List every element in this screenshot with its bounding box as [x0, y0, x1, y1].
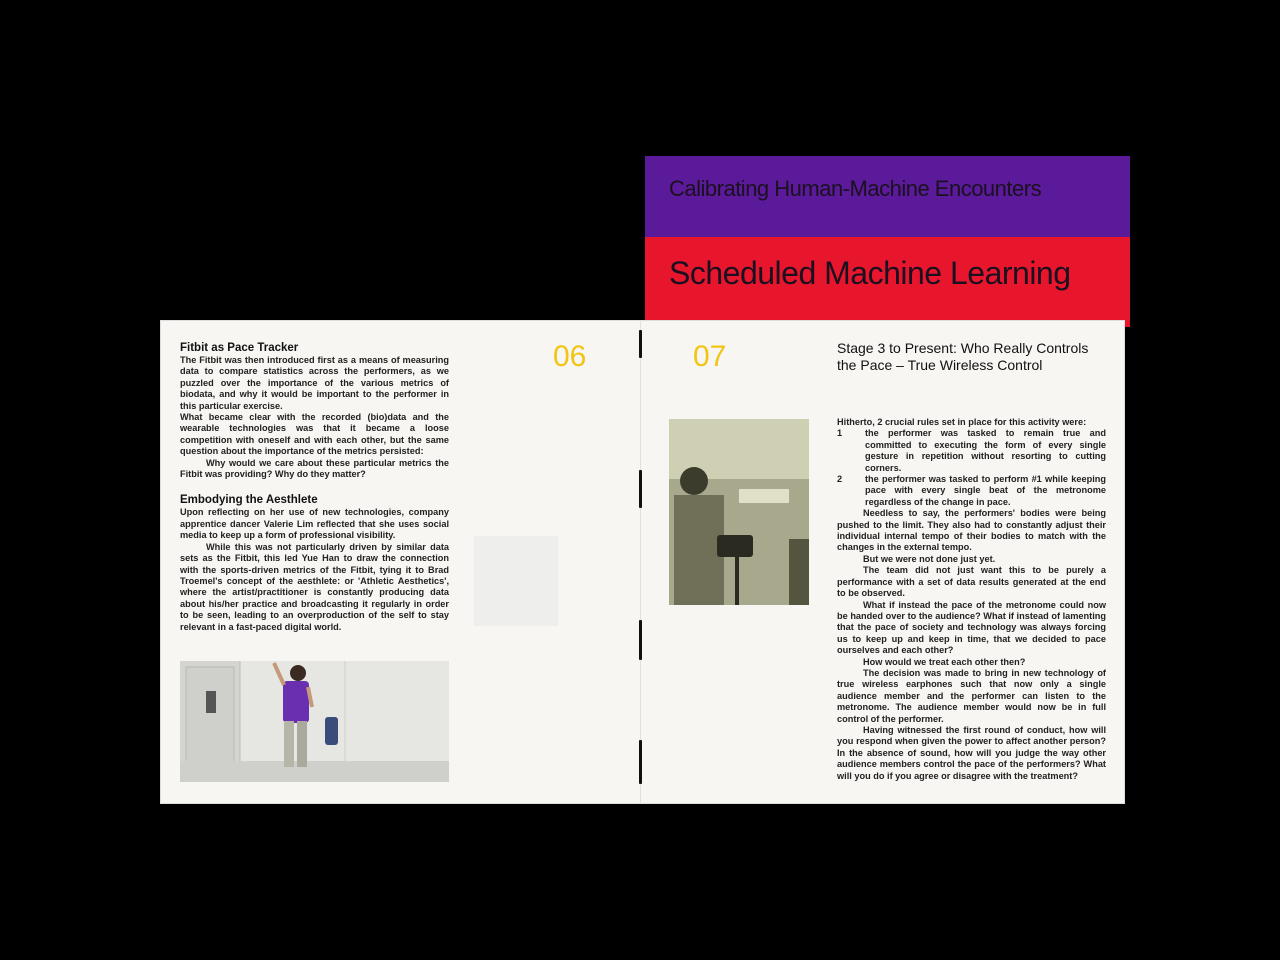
rule-text: the performer was tasked to remain true and committed to executing the form of every single gesture in repetition without resorting to cutting corners.	[865, 428, 1106, 473]
paragraph: How would we treat each other then?	[863, 656, 1026, 667]
rule-number: 2	[837, 474, 843, 485]
purple-cover-booklet	[645, 156, 1130, 242]
page-number-left: 06	[553, 340, 587, 373]
rule-item	[837, 474, 1106, 508]
stitch-mark	[639, 330, 642, 358]
page-number-right: 07	[693, 340, 727, 373]
open-booklet-spread	[160, 320, 1125, 804]
rule-item	[837, 428, 1106, 474]
rule-number: 1	[837, 428, 843, 439]
right-page-heading: Stage 3 to Present: Who Really Controls the Pace – True Wireless Control	[837, 340, 1089, 373]
section-heading: Embodying the Aesthlete	[180, 494, 318, 507]
paragraph: Hitherto, 2 crucial rules set in place for this activity were:	[837, 417, 1087, 427]
paragraph: What became clear with the recorded (bio)data and the wearable technologies was that it became a loose competition with oneself and with each other, but the same question about the importance of the metrics persisted:	[180, 412, 449, 457]
dancer-photo	[180, 661, 449, 782]
paragraph: But we were not done just yet.	[863, 553, 996, 564]
stitch-mark	[639, 470, 642, 508]
performer-photo	[669, 419, 809, 605]
paragraph: Upon reflecting on her use of new technologies, company apprentice dancer Valerie Lim reflected that she uses social media to keep up a form of professional visibility.	[180, 507, 449, 541]
paragraph: While this was not particularly driven by similar data sets as the Fitbit, this led Yue Han to draw the connection with the sports-driven metrics of the Fitbit, tying it to Brad Troemel's concept of the aesthlete: or 'Athletic Aesthetics', where the artist/practitioner is constantly producing data about his/her practice and broadcasting it regularly in order to be seen, leading to an overproduction of the self to stay relevant in a fast-paced digital world.	[180, 541, 449, 632]
left-page-text	[180, 342, 449, 633]
red-cover-booklet	[645, 237, 1130, 327]
paragraph: The team did not just want this to be purely a performance with a set of data results generated at the end to be observed.	[837, 565, 1106, 599]
spine-fold	[640, 320, 641, 804]
purple-cover-title: Calibrating Human-Machine Encounters	[669, 176, 1042, 201]
paragraph: What if instead the pace of the metronome could now be handed over to the audience? What if instead of lamenting that the pace of society and technology was always forcing us to keep up and keep in time, that we decided to pace ourselves and each other?	[837, 599, 1106, 656]
right-page-text	[837, 417, 1106, 782]
paragraph: The Fitbit was then introduced first as a means of measuring data to compare statistics across the performers, as we puzzled over the importance of the various metrics of biodata, and why it would be important to the performer in this particular exercise.	[180, 355, 449, 411]
rule-text: the performer was tasked to perform #1 while keeping pace with every single beat of the metronome regardless of the change in pace.	[865, 474, 1106, 507]
red-cover-title: Scheduled Machine Learning	[669, 255, 1071, 291]
paragraph: Why would we care about these particular metrics the Fitbit was providing? Why do they matter?	[180, 457, 449, 480]
section-heading: Fitbit as Pace Tracker	[180, 342, 299, 354]
show-through-image	[474, 536, 558, 626]
paragraph: Having witnessed the first round of conduct, how will you respond when given the power to affect another person? In the absence of sound, how will you judge the way other audience members control the pace of the performers? What will you do if you agree or disagree with the treatment?	[837, 724, 1106, 781]
paragraph: The decision was made to bring in new technology of true wireless earphones such that now only a single audience member and the performer can listen to the metronome. The audience member would now be in full control of the performer.	[837, 667, 1106, 724]
stitch-mark	[639, 740, 642, 784]
stitch-mark	[639, 620, 642, 660]
paragraph: Needless to say, the performers' bodies were being pushed to the limit. They also had to constantly adjust their individual internal tempo of their bodies to match with the changes in the external tempo.	[837, 508, 1106, 553]
